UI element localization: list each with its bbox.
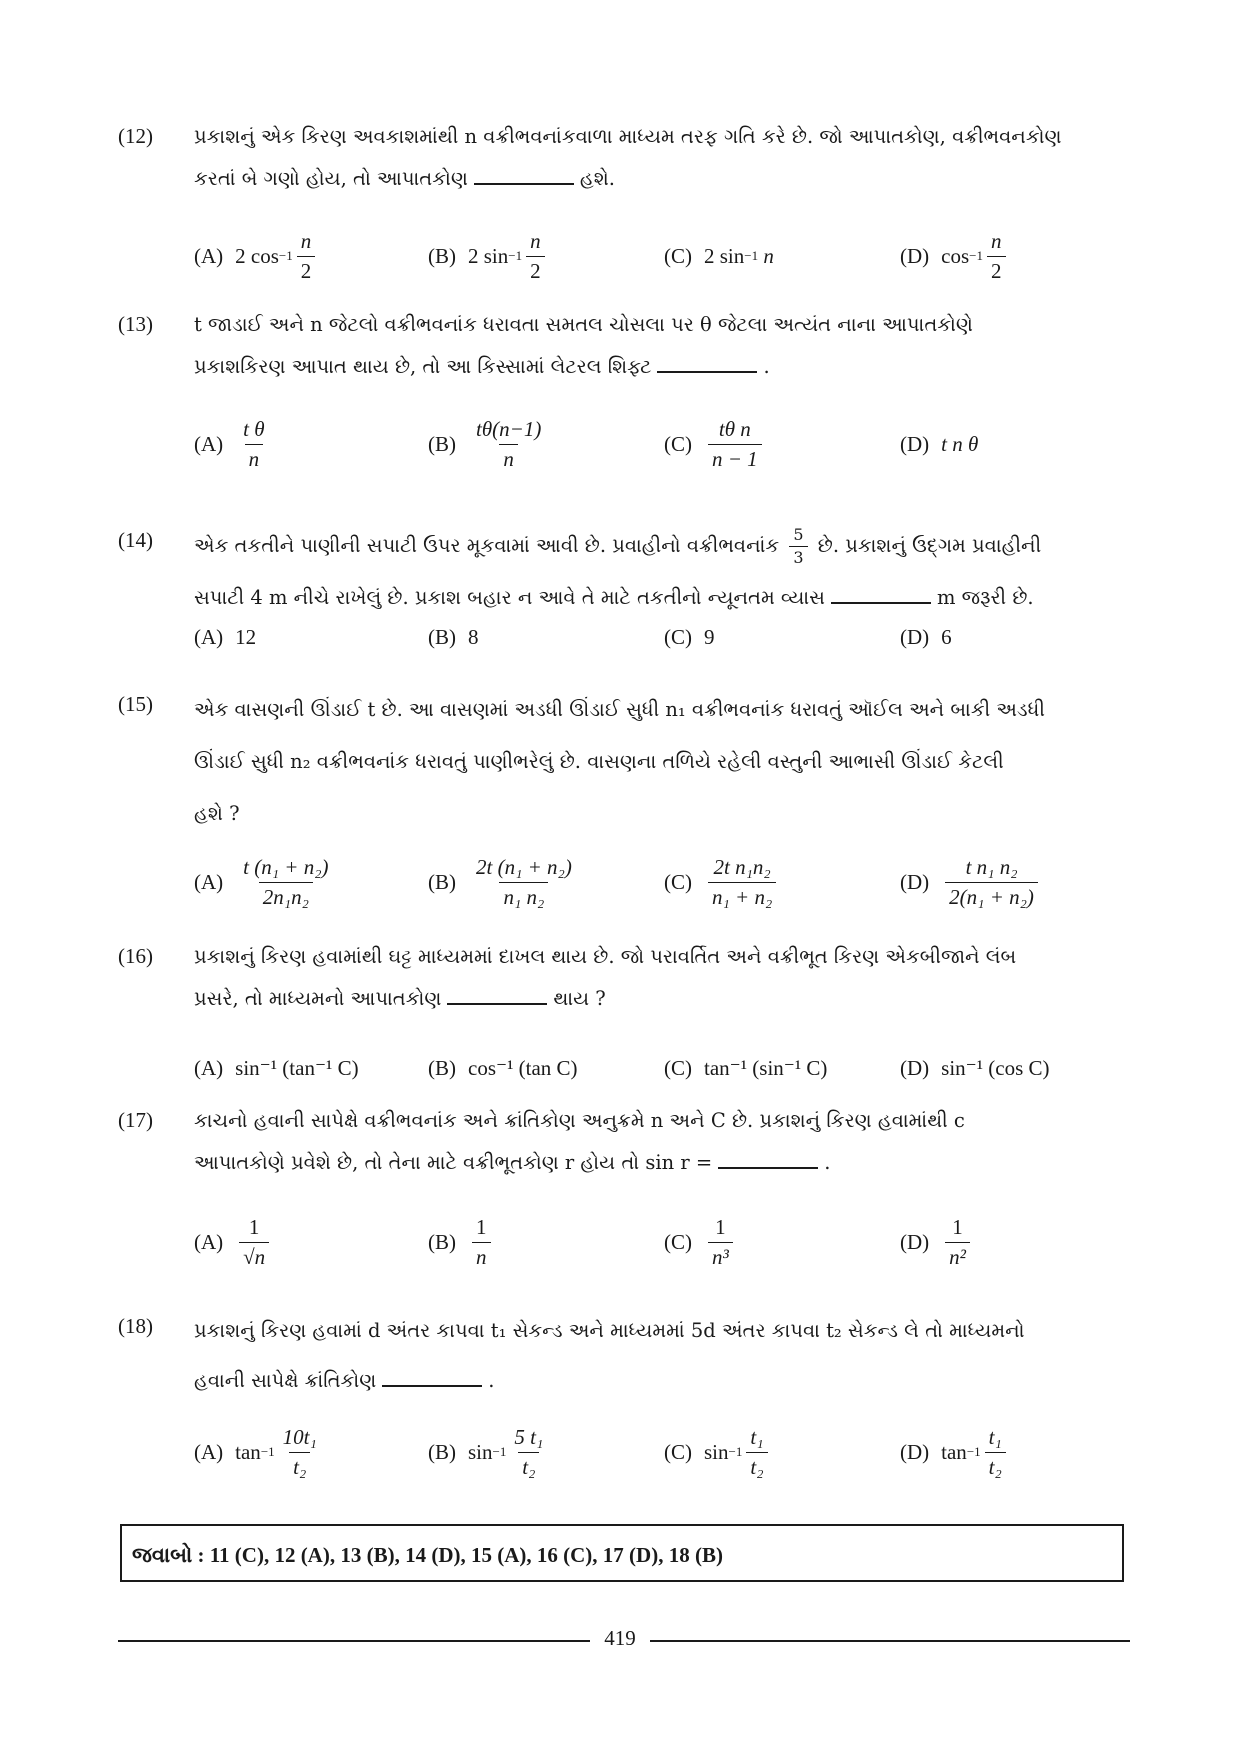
option-a: (A) $\frac{1}{√n}$ [194, 1210, 273, 1274]
fraction: $\frac{1}{√n}$ [239, 1215, 269, 1270]
question-text: એક વાસણની ઊંડાઈ t છે. આ વાસણમાં અડધી ઊંડાઈ સુધી n₁ વક્રીભવનાંક ધરાવતું ઑઈલ અને બાકી અડધી ઊંડાઈ સુધી n₂ વક્રીભવનાંક ધરાવતું પાણીભરેલું છે. વાસણના તળિયે રહેલી વસ્તુની આભાસી ઊંડાઈ કેટલી હશે ? [194, 698, 1045, 825]
fraction: $\frac{n}{2}$ [297, 229, 316, 284]
fraction: $\frac{\text{tθ n}}{n - 1}$ [708, 417, 762, 472]
option-d: (D) tan −1 $\frac{\text{t₁}}{\text{t₂}}$ [900, 1420, 1010, 1484]
question-text: t જાડાઈ અને n જેટલો વક્રીભવનાંક ધરાવતા સમતલ ચોસલા પર θ જેટલા અત્યંત નાના આપાતકોણે પ્રકાશકિરણ આપાત થાય છે, તો આ કિસ્સામાં લેટરલ શિફ્ટ . [194, 313, 973, 378]
option-c: (C) $\frac{1}{\text{n³}}$ [664, 1210, 737, 1274]
answer-blank [447, 1003, 547, 1005]
question-number: (18) [118, 1314, 153, 1338]
answer-blank [718, 1167, 818, 1169]
option-a: (A) $\frac{\text{t θ}}{n}$ [194, 412, 273, 476]
question-text: પ્રકાશનું એક કિરણ અવકાશમાંથી n વક્રીભવનાંકવાળા માધ્યમ તરફ ગતિ કરે છે. જો આપાતકોણ, વક્રીભવનકોણ કરતાં બે ગણો હોય, તો આપાતકોણ હશે. [194, 125, 1062, 190]
option-b: (B) $\frac{t\theta(n-1)}{n}$ [428, 412, 549, 476]
options-row [194, 1420, 1128, 1484]
fraction: $\frac{1}{n}$ [472, 1215, 491, 1270]
option-a: (A) tan −1 $\frac{\text{10t₁}}{\text{t₂}}$ [194, 1420, 325, 1484]
option-c: (C) 9 [664, 624, 715, 649]
fraction: $\frac{\text{2t (n₁ + n₂)}}{\text{n₁ n₂}}$ [476, 854, 572, 909]
fraction: $\frac{1}{\text{n³}}$ [708, 1215, 733, 1270]
fraction: $\frac{\text{t n₁ n₂}}{\text{2(n₁ + n₂)}}$ [945, 855, 1038, 910]
options-row [194, 1210, 1128, 1274]
page-number: 419 [604, 1626, 636, 1650]
options-row [194, 224, 1128, 288]
question-number: (15) [118, 692, 153, 716]
fraction: $\frac{t\theta(n-1)}{n}$ [476, 416, 542, 471]
option-b: (B) 8 [428, 624, 479, 649]
option-a: (A) sin⁻¹ (tan⁻¹ C) [194, 1055, 359, 1080]
fraction: $\frac{\text{t₁}}{\text{t₂}}$ [985, 1425, 1006, 1480]
fraction: $\frac{1}{\text{n²}}$ [945, 1215, 970, 1270]
options-row [194, 412, 1128, 476]
fraction: $\frac{n}{2}$ [526, 229, 545, 284]
option-c: (C) sin −1 $\frac{\text{t₁}}{\text{t₂}}$ [664, 1420, 772, 1484]
fraction: $\frac{\text{t₁}}{\text{t₂}}$ [746, 1425, 767, 1480]
answer-blank [657, 371, 757, 373]
option-a: (A) $\frac{\text{t (n₁ + n₂)}}{\text{2n₁n₂}}$ [194, 850, 337, 914]
fraction: $\frac{\text{5 t₁}}{\text{t₂}}$ [514, 1424, 544, 1479]
option-d: (D) $\frac{\text{t n₁ n₂}}{\text{2(n₁ + n₂)}}$ [900, 850, 1042, 914]
answers-box: જવાબો : 11 (C), 12 (A), 13 (B), 14 (D), 15 (A), 16 (C), 17 (D), 18 (B) [120, 1524, 1124, 1582]
answer-blank [474, 183, 574, 185]
option-a: (A) 2 cos −1 $\frac{n}{2}$ [194, 224, 319, 288]
option-d: (D) cos −1 $\frac{n}{2}$ [900, 224, 1010, 288]
option-b: (B) 2 sin −1 $\frac{n}{2}$ [428, 224, 549, 288]
option-d: (D) 6 [900, 624, 952, 649]
question-number: (17) [118, 1108, 153, 1132]
question-text: એક તકતીને પાણીની સપાટી ઉપર મૂકવામાં આવી છે. પ્રવાહીનો વક્રીભવનાંક $\frac{5}{3}$ છે. પ્રકાશનું ઉદ્‌ગમ પ્રવાહીની સપાટી 4 m નીચે રાખેલું છે. પ્રકાશ બહાર ન આવે તે માટે તકતીનો ન્યૂનતમ વ્યાસ m જરૂરી છે. [194, 525, 1042, 609]
fraction: $\frac{\text{t θ}}{n}$ [243, 416, 265, 471]
option-a: (A) 12 [194, 624, 257, 649]
footer-divider-right [650, 1640, 1130, 1642]
question-text: કાચનો હવાની સાપેક્ષે વક્રીભવનાંક અને ક્રાંતિકોણ અનુક્રમે n અને C છે. પ્રકાશનું કિરણ હવામાંથી c આપાતકોણે પ્રવેશે છે, તો તેના માટે વક્રીભૂતકોણ r હોય તો sin r = . [194, 1109, 965, 1174]
answer-blank [831, 602, 931, 604]
fraction: $\frac{n}{2}$ [987, 229, 1006, 284]
option-b: (B) $\frac{1}{n}$ [428, 1210, 495, 1274]
option-d: (D) t n θ [900, 431, 979, 456]
option-c: (C) $\frac{\text{tθ n}}{n - 1}$ [664, 412, 766, 476]
fraction: $\frac{\text{2t n₁n₂}}{\text{n₁ + n₂}}$ [708, 855, 776, 910]
question-text: પ્રકાશનું કિરણ હવામાંથી ઘટ્ટ માધ્યમમાં દાખલ થાય છે. જો પરાવર્તિત અને વક્રીભૂત કિરણ એકબીજાને લંબ પ્રસરે, તો માધ્યમનો આપાતકોણ થાય ? [194, 945, 1017, 1010]
option-c: (C) 2 sin −1 n [664, 243, 774, 268]
options-row [194, 1036, 1128, 1100]
option-d: (D) sin⁻¹ (cos C) [900, 1055, 1050, 1080]
option-b: (B) $\frac{\text{2t (n₁ + n₂)}}{\text{n₁ n₂}}$ [428, 850, 580, 914]
option-c: (C) $\frac{\text{2t n₁n₂}}{\text{n₁ + n₂}}$ [664, 850, 780, 914]
option-b: (B) cos⁻¹ (tan C) [428, 1055, 578, 1080]
option-c: (C) tan⁻¹ (sin⁻¹ C) [664, 1055, 828, 1080]
option-d: (D) $\frac{1}{\text{n²}}$ [900, 1210, 974, 1274]
footer-divider-left [118, 1640, 590, 1642]
fraction: $\frac{\text{t (n₁ + n₂)}}{\text{2n₁n₂}}$ [243, 854, 329, 909]
fraction: $\frac{5}{3}$ [789, 526, 807, 567]
answer-blank [382, 1385, 482, 1387]
question-number: (16) [118, 944, 153, 968]
options-row [194, 850, 1128, 914]
question-number: (14) [118, 528, 153, 552]
options-row [194, 616, 1128, 658]
question-text: પ્રકાશનું કિરણ હવામાં d અંતર કાપવા t₁ સેકન્ડ અને માધ્યમમાં 5d અંતર કાપવા t₂ સેકન્ડ લે તો માધ્યમનો હવાની સાપેક્ષે ક્રાંતિકોણ . [194, 1319, 1025, 1392]
fraction: $\frac{\text{10t₁}}{\text{t₂}}$ [282, 1424, 317, 1479]
question-number: (13) [118, 312, 153, 336]
question-number: (12) [118, 124, 153, 148]
option-b: (B) sin −1 $\frac{\text{5 t₁}}{\text{t₂}}$ [428, 1420, 551, 1484]
